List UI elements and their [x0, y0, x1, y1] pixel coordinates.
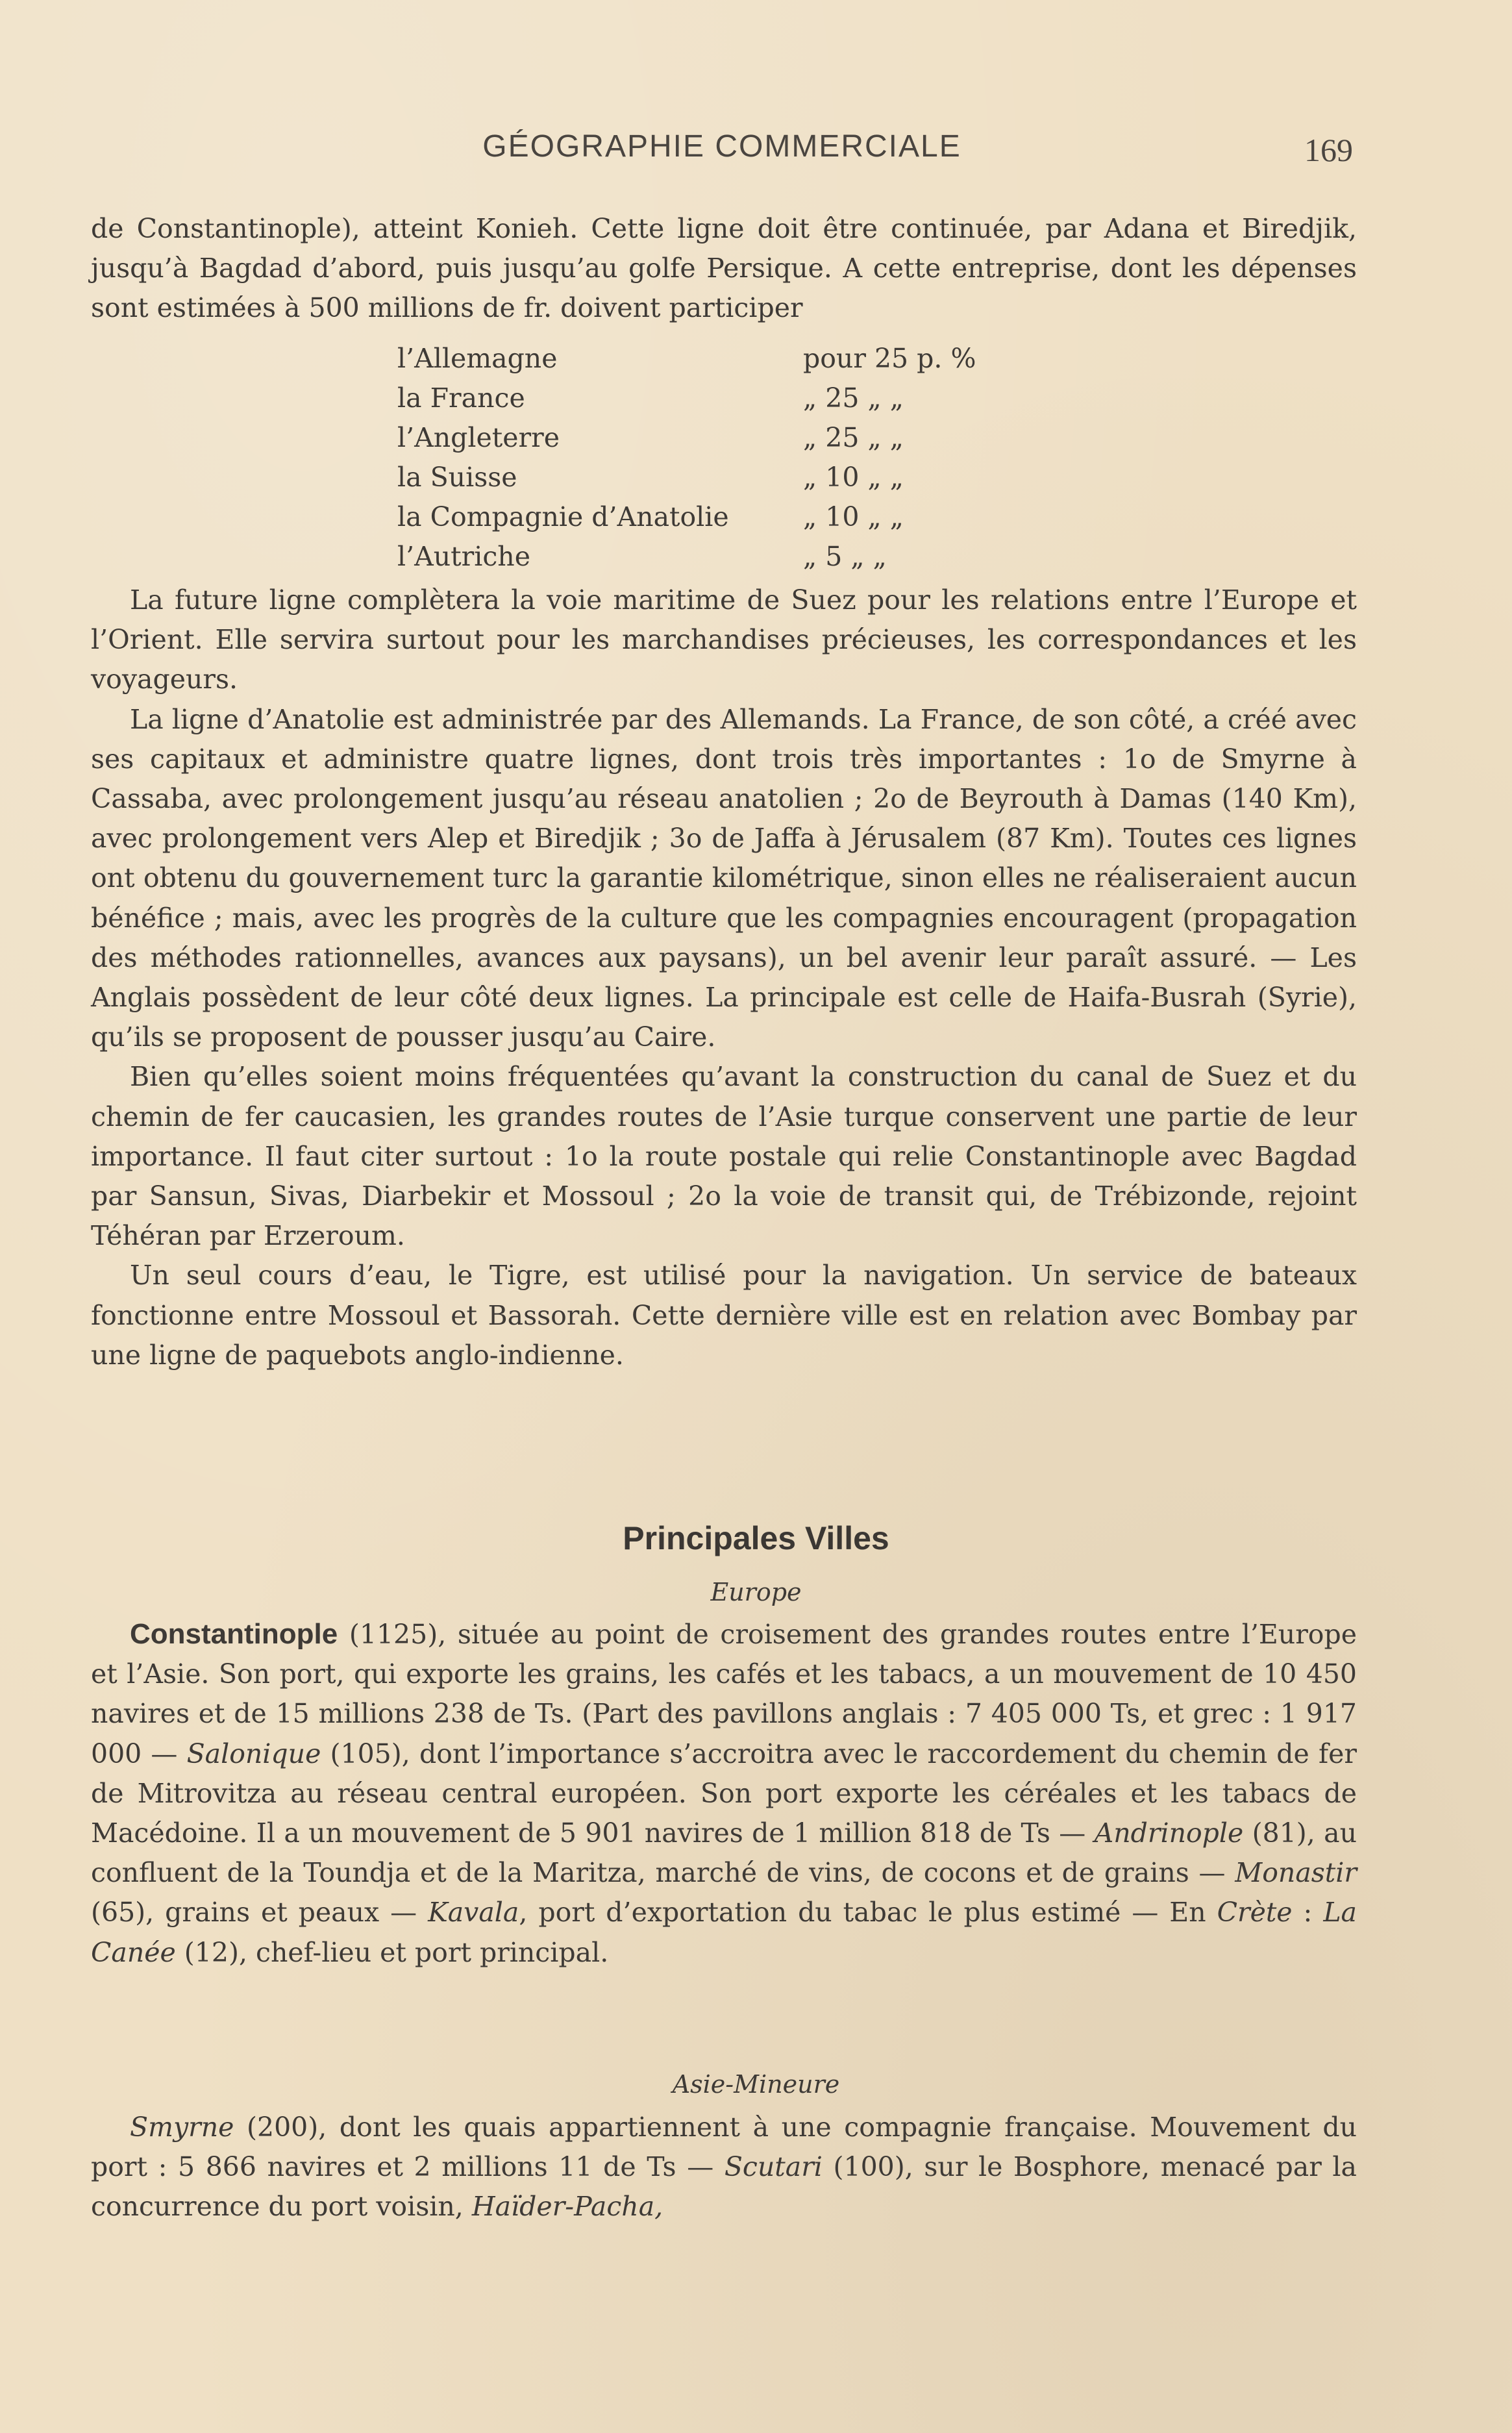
paragraph-constantinople [91, 1614, 1357, 1973]
section-title: Principales Villes [623, 1520, 889, 1556]
asia-cities [91, 2108, 1357, 2227]
text-run: (100), sur le Bosphore, menacé par la concurrence du port voisin, [91, 2151, 1357, 2223]
page-header [91, 129, 1353, 174]
participant-name: l’Autriche [397, 541, 530, 572]
text-run: , port d’exportation du tabac le plus estimé — En [519, 1897, 1217, 1928]
paragraph-anatolia-line: La ligne d’Anatolie est administrée par des Allemands. La France, de son côté, a créé avec ses capitaux et administre quatre lignes, dont trois très importantes : 1o de Smyrne à Cassaba, avec prolongement jusqu’au réseau anatolien ; 2o de Beyrouth à Damas (140 Km), avec prolongement vers Alep et Biredjik ; 3o de Jaffa à Jérusalem (87 Km). Toutes ces lignes ont obtenu du gouvernement turc la garantie kilométrique, sinon elles ne réaliseraient aucun bénéfice ; mais, avec les progrès de la culture que les compagnies encouragent (propagation des méthodes rationnelles, avances aux paysans), un bel avenir leur paraît assuré. — Les Anglais possèdent de leur côté deux lignes. La principale est celle de Haifa-Busrah (Syrie), qu’ils se proposent de pousser jusqu’au Caire. [91, 703, 1357, 1053]
body-text [91, 580, 1357, 1375]
paragraph-future-line: La future ligne complètera la voie maritime de Suez pour les relations entre l’Europe et l’Orient. Elle servira surtout pour les marchandises précieuses, les correspondances et les voyageurs. [91, 584, 1357, 695]
text-run: (1125), située au point de croisement des grandes routes entre l’Europe et l’Asie. Son port, qui exporte les grains, les cafés et les tabacs, a un mouvement de 10 450 navires et de 15 millions 238 de Ts. (Part des pavillons anglais : 7 405 000 Ts, et grec : 1 917 000 — [91, 1619, 1357, 1769]
paragraph-roads: Bien qu’elles soient moins fréquentées qu’avant la construction du canal de Suez et du chemin de fer caucasien, les grandes routes de l’Asie turque conservent une partie de leur importance. Il faut citer surtout : 1o la route postale qui relie Constantinople avec Bagdad par Sansun, Sivas, Diarbekir et Mossoul ; 2o la voie de transit qui, de Trébizonde, rejoint Téhéran par Erzeroum. [91, 1061, 1357, 1252]
participant-name: la Suisse [397, 462, 517, 493]
participant-name: l’Angleterre [397, 422, 560, 453]
city-haider-pacha: Haïder-Pacha, [471, 2191, 663, 2223]
participant-share: „ 5 „ „ [803, 541, 887, 572]
city-la-canee: La Canée [91, 1897, 1357, 1968]
subheading-asie-mineure: Asie-Mineure [672, 2070, 840, 2099]
subheading-europe: Europe [710, 1578, 802, 1606]
participant-name: la Compagnie d’Anatolie [397, 501, 729, 532]
page-number: 169 [1304, 132, 1353, 168]
participant-share: pour 25 p. % [803, 343, 976, 374]
intro-paragraph: de Constantinople), atteint Konieh. Cette ligne doit être continuée, par Adana et Biredjik, jusqu’à Bagdad d’abord, puis jusqu’au golfe Persique. A cette entreprise, dont les dépenses sont estimées à 500 millions de fr. doivent participer [91, 213, 1357, 324]
text-run: (65), grains et peaux — [91, 1897, 428, 1928]
paragraph-waterways: Un seul cours d’eau, le Tigre, est utilisé pour la navigation. Un service de bateaux fonctionne entre Mossoul et Bassorah. Cette dernière ville est en relation avec Bombay par une ligne de paquebots anglo-indienne. [91, 1260, 1357, 1371]
text-run: : [1292, 1897, 1324, 1928]
participant-share: „ 10 „ „ [803, 462, 904, 493]
city-constantinople: Constantinople [130, 1618, 338, 1650]
city-monastir: Monastir [1235, 1857, 1357, 1889]
paragraph-smyrne [91, 2108, 1357, 2227]
city-scutari: Scutari [724, 2151, 823, 2183]
europe-cities [91, 1614, 1357, 1973]
participant-name: l’Allemagne [397, 343, 558, 374]
city-andrinople: Andrinople [1094, 1817, 1244, 1849]
running-title: GÉOGRAPHIE COMMERCIALE [482, 129, 961, 164]
participant-share: „ 25 „ „ [803, 382, 904, 414]
participant-share: „ 25 „ „ [803, 422, 904, 453]
participant-name: la France [397, 382, 525, 414]
text-run: (105), dont l’importance s’accroitra avec le raccordement du chemin de fer de Mitrovitza au réseau central européen. Son port exporte les céréales et les tabacs de Macédoine. Il a un mouvement de 5 901 navires de 1 million 818 de Ts — [91, 1738, 1357, 1849]
participant-share: „ 10 „ „ [803, 501, 904, 532]
intro-block [91, 209, 1357, 329]
text-run: (200), dont les quais appartiennent à une compagnie française. Mouvement du port : 5 866 navires et 2 millions 11 de Ts — [91, 2112, 1357, 2183]
region-crete: Crète [1217, 1897, 1293, 1928]
city-salonique: Salonique [186, 1738, 321, 1769]
text-run: (81), au confluent de la Toundja et de la Maritza, marché de vins, de cocons et de grains — [91, 1817, 1357, 1889]
city-kavala: Kavala [428, 1897, 519, 1928]
city-smyrne: Smyrne [130, 2112, 234, 2143]
text-run: (12), chef-lieu et port principal. [175, 1936, 609, 1968]
